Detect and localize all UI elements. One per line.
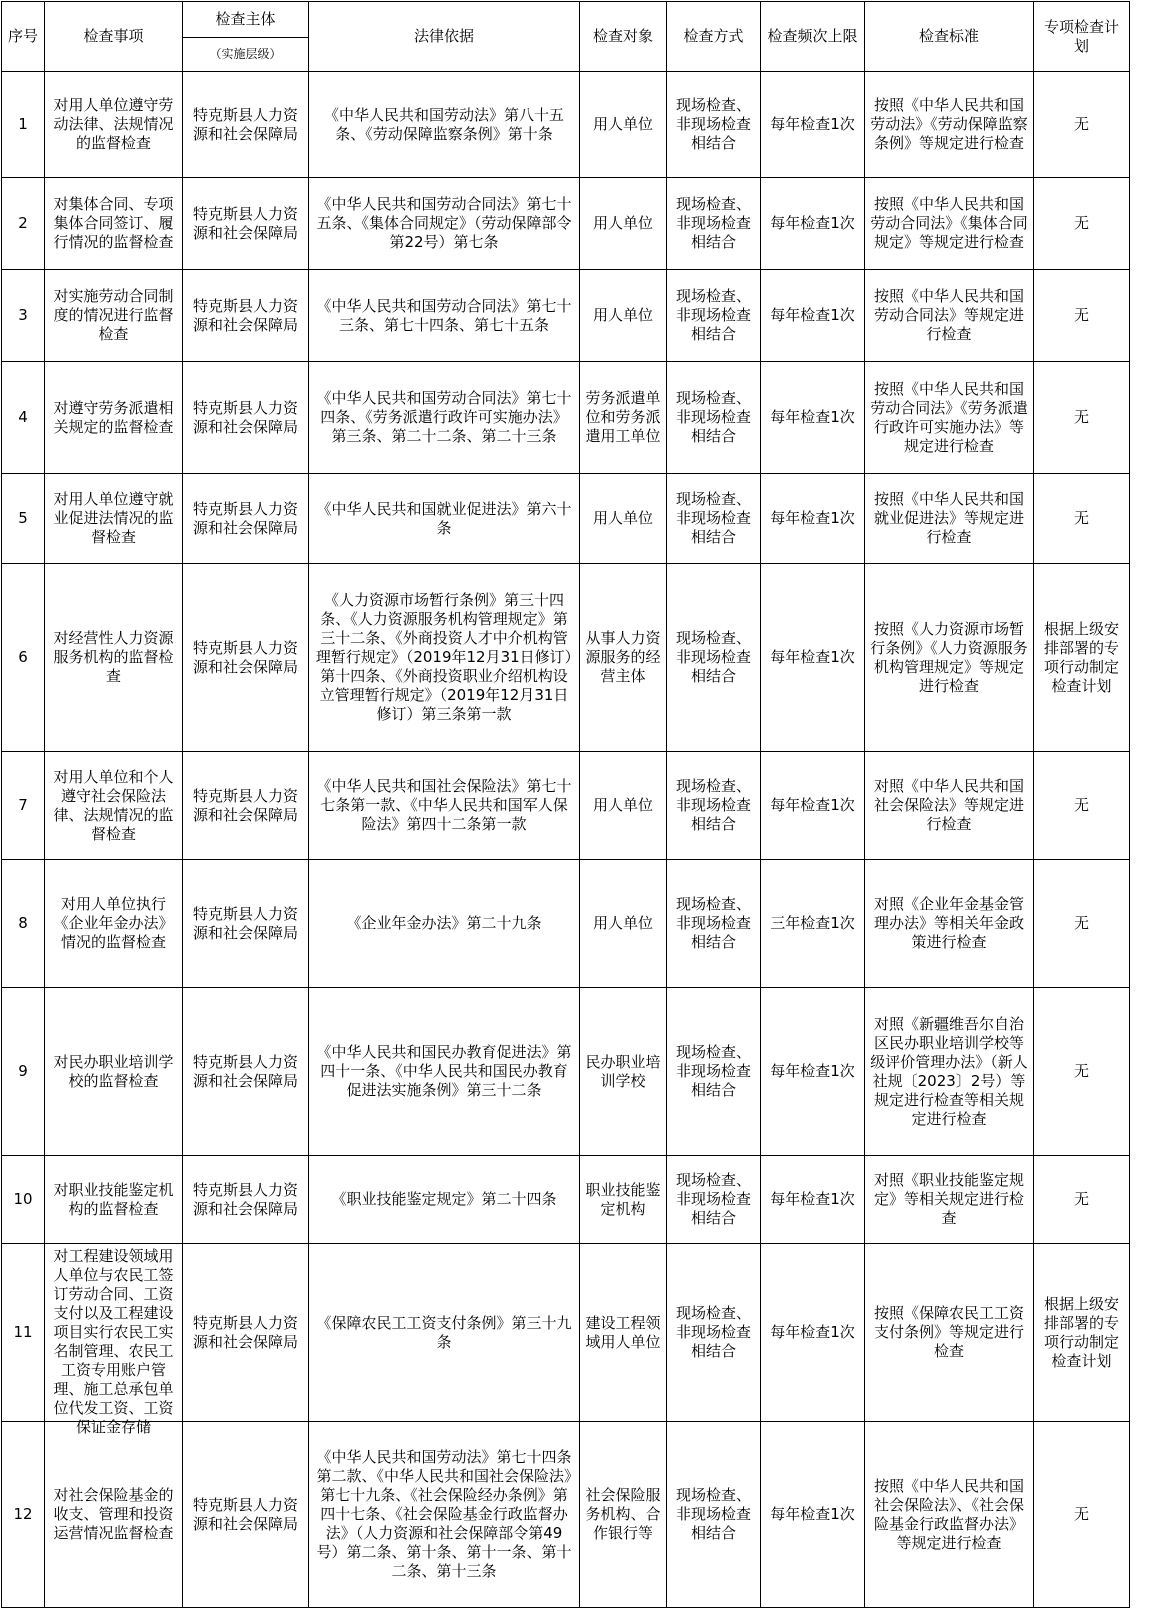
cell-basis <box>309 564 580 752</box>
cell-no <box>2 362 45 474</box>
cell-item-text: 对用人单位执行《企业年金办法》情况的监督检查 <box>53 895 174 951</box>
cell-standard-text: 按照《中华人民共和国劳动合同法》等规定进行检查 <box>873 287 1024 343</box>
cell-item <box>45 270 183 362</box>
cell-no-text: 2 <box>18 214 28 232</box>
cell-subject <box>183 860 309 988</box>
cell-subject <box>183 988 309 1156</box>
cell-basis-text: 《人力资源市场暂行条例》第三十四条、《人力资源服务机构管理规定》第三十二条、《外商投资人才中介机构管理暂行规定》（2019年12月31日修订）第十四条、《外商投资职业介绍机构设立管理暂行规定》（2019年12月31日修订）第三条第一款 <box>315 591 573 723</box>
cell-freq <box>761 362 865 474</box>
cell-method-text: 现场检查、非现场检查相结合 <box>675 1304 751 1360</box>
table-row <box>2 1156 1130 1244</box>
table-row <box>2 270 1130 362</box>
cell-plan <box>1034 1156 1130 1244</box>
cell-target <box>580 474 667 564</box>
cell-item <box>45 178 183 270</box>
cell-freq <box>761 752 865 860</box>
cell-basis-text: 《中华人民共和国劳动合同法》第七十四条、《劳务派遣行政许可实施办法》第三条、第二十二条、第二十三条 <box>316 389 572 445</box>
table-row <box>2 1422 1130 1608</box>
cell-basis <box>309 270 580 362</box>
cell-standard <box>865 270 1034 362</box>
cell-target-text: 从事人力资源服务的经营主体 <box>585 629 661 685</box>
cell-method <box>667 362 761 474</box>
cell-item <box>45 988 183 1156</box>
cell-no-text: 10 <box>13 1190 33 1208</box>
cell-basis <box>309 1244 580 1422</box>
cell-plan <box>1034 178 1130 270</box>
cell-freq-text: 每年检查1次 <box>770 648 855 666</box>
cell-subject <box>183 72 309 178</box>
cell-method <box>667 860 761 988</box>
cell-standard <box>865 1156 1034 1244</box>
cell-item <box>45 362 183 474</box>
cell-subject <box>183 270 309 362</box>
cell-standard-text: 对照《新疆维吾尔自治区民办职业培训学校等级评价管理办法》（新人社规〔2023〕2号）等规定进行检查等相关规定进行检查 <box>870 1014 1028 1128</box>
cell-method <box>667 564 761 752</box>
cell-basis <box>309 860 580 988</box>
cell-subject-text: 特克斯县人力资源和社会保障局 <box>192 204 298 242</box>
cell-plan <box>1034 1244 1130 1422</box>
cell-subject-text: 特克斯县人力资源和社会保障局 <box>192 1052 298 1090</box>
cell-standard <box>865 1422 1034 1608</box>
cell-basis <box>309 474 580 564</box>
cell-freq-text: 每年检查1次 <box>770 796 855 814</box>
cell-target <box>580 72 667 178</box>
cell-target-text: 用人单位 <box>592 509 653 527</box>
cell-method <box>667 1156 761 1244</box>
cell-target <box>580 860 667 988</box>
cell-no-text: 9 <box>18 1062 28 1080</box>
cell-standard-text: 按照《中华人民共和国劳动法》《劳动保障监察条例》等规定进行检查 <box>870 96 1028 152</box>
cell-item-text: 对用人单位遵守就业促进法情况的监督检查 <box>53 490 174 546</box>
cell-standard-text: 按照《中华人民共和国劳动合同法》《集体合同规定》等规定进行检查 <box>870 195 1028 251</box>
cell-standard <box>865 178 1034 270</box>
cell-plan-text: 根据上级安排部署的专项行动制定检查计划 <box>1043 1294 1119 1370</box>
cell-plan <box>1034 270 1130 362</box>
cell-freq <box>761 564 865 752</box>
cell-target <box>580 988 667 1156</box>
cell-freq <box>761 988 865 1156</box>
table-row <box>2 564 1130 752</box>
header-freq: 检查频次上限 <box>761 2 865 72</box>
cell-item <box>45 474 183 564</box>
cell-no-text: 4 <box>18 408 28 426</box>
cell-freq <box>761 1244 865 1422</box>
cell-no-text: 11 <box>13 1323 33 1341</box>
table-row <box>2 860 1130 988</box>
cell-target-text: 职业技能鉴定机构 <box>585 1180 661 1218</box>
cell-plan <box>1034 1422 1130 1608</box>
cell-item-text: 对民办职业培训学校的监督检查 <box>53 1052 174 1090</box>
cell-no <box>2 860 45 988</box>
cell-subject <box>183 474 309 564</box>
cell-freq-text: 每年检查1次 <box>770 1062 855 1080</box>
cell-target-text: 建设工程领域用人单位 <box>585 1313 661 1351</box>
cell-item-text: 对工程建设领域用人单位与农民工签订劳动合同、工资支付以及工程建设项目实行农民工实名制管理、农民工工资专用账户管理、施工总承包单位代发工资、工资保证金存储 <box>53 1246 174 1436</box>
cell-no <box>2 1156 45 1244</box>
cell-plan-text: 无 <box>1073 509 1089 527</box>
cell-no-text: 1 <box>18 115 28 133</box>
cell-basis-text: 《保障农民工工资支付条例》第三十九条 <box>316 1313 572 1351</box>
cell-standard <box>865 988 1034 1156</box>
cell-plan <box>1034 564 1130 752</box>
cell-no <box>2 270 45 362</box>
cell-item <box>45 72 183 178</box>
header-no: 序号 <box>2 2 45 72</box>
cell-method-text: 现场检查、非现场检查相结合 <box>675 777 751 833</box>
cell-method <box>667 178 761 270</box>
cell-standard <box>865 362 1034 474</box>
cell-method-text: 现场检查、非现场检查相结合 <box>675 1486 751 1542</box>
cell-freq-text: 每年检查1次 <box>770 214 855 232</box>
cell-item-text: 对用人单位和个人遵守社会保险法律、法规情况的监督检查 <box>53 767 174 843</box>
cell-subject-text: 特克斯县人力资源和社会保障局 <box>192 499 298 537</box>
table-row <box>2 362 1130 474</box>
cell-target-text: 用人单位 <box>592 914 653 932</box>
cell-freq-text: 每年检查1次 <box>770 1190 855 1208</box>
cell-basis <box>309 72 580 178</box>
cell-plan-text: 无 <box>1073 306 1089 324</box>
cell-method-text: 现场检查、非现场检查相结合 <box>675 195 751 251</box>
cell-item <box>45 752 183 860</box>
header-subject: 检查主体 <box>183 2 309 38</box>
cell-freq <box>761 1156 865 1244</box>
cell-freq-text: 每年检查1次 <box>770 306 855 324</box>
cell-freq <box>761 72 865 178</box>
cell-freq-text: 每年检查1次 <box>770 408 855 426</box>
cell-no-text: 5 <box>18 509 28 527</box>
cell-method <box>667 474 761 564</box>
cell-subject <box>183 752 309 860</box>
cell-basis-text: 《中华人民共和国劳动合同法》第七十五条、《集体合同规定》（劳动保障部令第22号）第七条 <box>316 195 572 251</box>
cell-plan <box>1034 860 1130 988</box>
cell-plan-text: 无 <box>1073 1190 1089 1208</box>
cell-plan <box>1034 362 1130 474</box>
cell-freq-text: 三年检查1次 <box>770 914 855 932</box>
cell-basis-text: 《企业年金办法》第二十九条 <box>346 914 542 932</box>
cell-method-text: 现场检查、非现场检查相结合 <box>675 389 751 445</box>
cell-item <box>45 1422 183 1608</box>
cell-plan-text: 无 <box>1073 914 1089 932</box>
cell-item-text: 对用人单位遵守劳动法律、法规情况的监督检查 <box>53 96 174 152</box>
cell-plan-text: 根据上级安排部署的专项行动制定检查计划 <box>1043 619 1119 695</box>
cell-no-text: 12 <box>13 1505 33 1523</box>
cell-standard-text: 按照《人力资源市场暂行条例》《人力资源服务机构管理规定》等规定进行检查 <box>870 619 1028 695</box>
cell-target <box>580 362 667 474</box>
cell-freq <box>761 1422 865 1608</box>
cell-method-text: 现场检查、非现场检查相结合 <box>675 1171 751 1227</box>
cell-basis <box>309 178 580 270</box>
cell-method <box>667 1422 761 1608</box>
header-target: 检查对象 <box>580 2 667 72</box>
cell-plan-text: 无 <box>1073 115 1089 133</box>
cell-plan-text: 无 <box>1073 1062 1089 1080</box>
cell-method-text: 现场检查、非现场检查相结合 <box>675 287 751 343</box>
cell-standard <box>865 1244 1034 1422</box>
cell-standard <box>865 564 1034 752</box>
cell-target <box>580 1422 667 1608</box>
cell-no <box>2 564 45 752</box>
cell-method <box>667 752 761 860</box>
cell-method <box>667 1244 761 1422</box>
cell-method <box>667 988 761 1156</box>
cell-basis-text: 《中华人民共和国劳动合同法》第七十三条、第七十四条、第七十五条 <box>316 296 572 334</box>
cell-subject <box>183 178 309 270</box>
cell-standard-text: 对照《中华人民共和国社会保险法》等规定进行检查 <box>873 777 1024 833</box>
table-row <box>2 72 1130 178</box>
cell-target-text: 用人单位 <box>592 115 653 133</box>
cell-basis-text: 《中华人民共和国劳动法》第八十五条、《劳动保障监察条例》第十条 <box>323 105 564 143</box>
inspection-table <box>1 1 1130 1608</box>
cell-freq-text: 每年检查1次 <box>770 509 855 527</box>
cell-subject-text: 特克斯县人力资源和社会保障局 <box>192 786 298 824</box>
cell-plan <box>1034 988 1130 1156</box>
cell-target <box>580 178 667 270</box>
cell-no <box>2 178 45 270</box>
cell-freq-text: 每年检查1次 <box>770 1323 855 1341</box>
header-basis: 法律依据 <box>309 2 580 72</box>
cell-target <box>580 1156 667 1244</box>
cell-no-text: 7 <box>18 796 28 814</box>
cell-basis <box>309 362 580 474</box>
cell-no <box>2 72 45 178</box>
cell-standard <box>865 752 1034 860</box>
cell-item-text: 对社会保险基金的收支、管理和投资运营情况监督检查 <box>53 1486 174 1542</box>
cell-subject-text: 特克斯县人力资源和社会保障局 <box>192 105 298 143</box>
cell-method <box>667 270 761 362</box>
cell-method-text: 现场检查、非现场检查相结合 <box>675 895 751 951</box>
cell-plan-text: 无 <box>1073 214 1089 232</box>
cell-target-text: 劳务派遣单位和劳务派遣用工单位 <box>585 389 661 445</box>
cell-no <box>2 474 45 564</box>
cell-method <box>667 72 761 178</box>
cell-item-text: 对职业技能鉴定机构的监督检查 <box>53 1180 174 1218</box>
cell-standard-text: 对照《企业年金基金管理办法》等相关年金政策进行检查 <box>873 895 1024 951</box>
cell-freq-text: 每年检查1次 <box>770 115 855 133</box>
table-row <box>2 752 1130 860</box>
cell-subject-text: 特克斯县人力资源和社会保障局 <box>192 1495 298 1533</box>
cell-freq-text: 每年检查1次 <box>770 1505 855 1523</box>
cell-subject <box>183 564 309 752</box>
cell-item-text: 对实施劳动合同制度的情况进行监督检查 <box>53 287 174 343</box>
cell-item-text: 对经营性人力资源服务机构的监督检查 <box>53 629 174 685</box>
cell-subject <box>183 1422 309 1608</box>
table-row <box>2 1244 1130 1422</box>
cell-basis-text: 《中华人民共和国劳动法》第七十四条第二款、《中华人民共和国社会保险法》第七十九条、《社会保险经办条例》第四十七条、《社会保险基金行政监督办法》（人力资源和社会保障部令第49号）第二条、第十条、第十一条、第十二条、第十三条 <box>316 1448 572 1580</box>
cell-freq <box>761 178 865 270</box>
cell-item-text: 对遵守劳务派遣相关规定的监督检查 <box>53 398 174 436</box>
cell-standard-text: 按照《中华人民共和国就业促进法》等规定进行检查 <box>873 490 1024 546</box>
cell-no-text: 8 <box>18 914 28 932</box>
header-standard: 检查标准 <box>865 2 1034 72</box>
cell-no <box>2 988 45 1156</box>
cell-basis <box>309 752 580 860</box>
cell-plan <box>1034 474 1130 564</box>
cell-no <box>2 1244 45 1422</box>
cell-plan-text: 无 <box>1073 408 1089 426</box>
header-plan: 专项检查计划 <box>1034 2 1130 72</box>
cell-item <box>45 1244 183 1436</box>
header-row <box>2 2 1130 38</box>
cell-basis-text: 《中华人民共和国就业促进法》第六十条 <box>316 499 572 537</box>
cell-basis-text: 《中华人民共和国民办教育促进法》第四十一条、《中华人民共和国民办教育促进法实施条例》第三十二条 <box>316 1043 572 1099</box>
cell-plan-text: 无 <box>1073 1505 1089 1523</box>
cell-method-text: 现场检查、非现场检查相结合 <box>675 629 751 685</box>
cell-standard-text: 对照《职业技能鉴定规定》等相关规定进行检查 <box>873 1171 1024 1227</box>
cell-subject-text: 特克斯县人力资源和社会保障局 <box>192 1180 298 1218</box>
cell-subject-text: 特克斯县人力资源和社会保障局 <box>192 296 298 334</box>
cell-subject <box>183 1156 309 1244</box>
cell-freq <box>761 474 865 564</box>
cell-standard-text: 按照《中华人民共和国劳动合同法》《劳务派遣行政许可实施办法》等规定进行检查 <box>870 379 1028 455</box>
cell-basis-text: 《中华人民共和国社会保险法》第七十七条第一款、《中华人民共和国军人保险法》第四十二条第一款 <box>316 777 572 833</box>
cell-no <box>2 752 45 860</box>
cell-target-text: 用人单位 <box>592 306 653 324</box>
cell-target <box>580 1244 667 1422</box>
cell-target-text: 民办职业培训学校 <box>585 1052 661 1090</box>
cell-target <box>580 752 667 860</box>
header-subject-level: （实施层级） <box>183 38 309 72</box>
cell-target-text: 用人单位 <box>592 214 653 232</box>
cell-target-text: 社会保险服务机构、合作银行等 <box>585 1486 661 1542</box>
cell-standard <box>865 860 1034 988</box>
cell-no <box>2 1422 45 1608</box>
cell-item <box>45 860 183 988</box>
header-item: 检查事项 <box>45 2 183 72</box>
cell-standard <box>865 474 1034 564</box>
cell-basis <box>309 1156 580 1244</box>
cell-subject-text: 特克斯县人力资源和社会保障局 <box>192 398 298 436</box>
table-row <box>2 474 1130 564</box>
cell-method-text: 现场检查、非现场检查相结合 <box>675 96 751 152</box>
cell-plan <box>1034 72 1130 178</box>
cell-plan-text: 无 <box>1073 796 1089 814</box>
cell-standard-text: 按照《中华人民共和国社会保险法》、《社会保险基金行政监督办法》等规定进行检查 <box>873 1476 1024 1552</box>
cell-method-text: 现场检查、非现场检查相结合 <box>675 490 751 546</box>
cell-item-text: 对集体合同、专项集体合同签订、履行情况的监督检查 <box>53 195 174 251</box>
cell-subject-text: 特克斯县人力资源和社会保障局 <box>192 904 298 942</box>
table-row <box>2 178 1130 270</box>
cell-standard <box>865 72 1034 178</box>
cell-freq <box>761 860 865 988</box>
cell-method-text: 现场检查、非现场检查相结合 <box>675 1043 751 1099</box>
cell-subject <box>183 1244 309 1422</box>
cell-item <box>45 1156 183 1244</box>
cell-plan <box>1034 752 1130 860</box>
cell-target <box>580 564 667 752</box>
cell-freq <box>761 270 865 362</box>
cell-target <box>580 270 667 362</box>
header-method: 检查方式 <box>667 2 761 72</box>
cell-standard-text: 按照《保障农民工工资支付条例》等规定进行检查 <box>873 1304 1024 1360</box>
cell-no-text: 6 <box>18 648 28 666</box>
cell-basis <box>309 1422 580 1608</box>
cell-subject <box>183 362 309 474</box>
cell-basis <box>309 988 580 1156</box>
cell-subject-text: 特克斯县人力资源和社会保障局 <box>192 638 298 676</box>
cell-no-text: 3 <box>18 306 28 324</box>
cell-basis-text: 《职业技能鉴定规定》第二十四条 <box>331 1190 557 1208</box>
cell-target-text: 用人单位 <box>592 796 653 814</box>
cell-item <box>45 564 183 752</box>
cell-subject-text: 特克斯县人力资源和社会保障局 <box>192 1313 298 1351</box>
table-row <box>2 988 1130 1156</box>
